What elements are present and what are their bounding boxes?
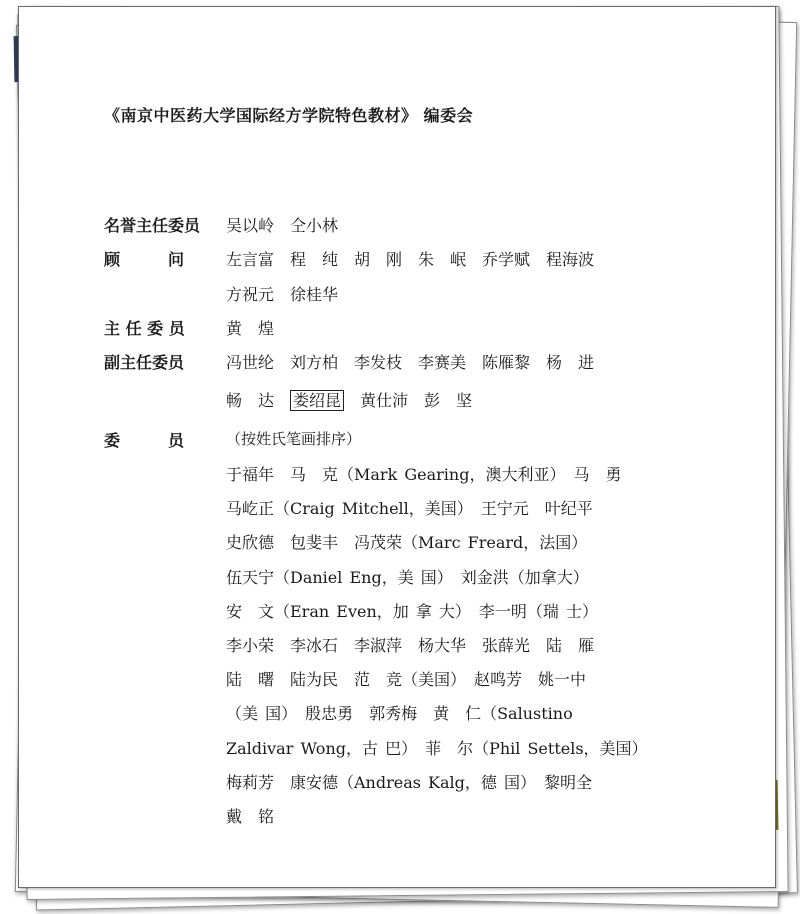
names-honorary: 吴以岭 仝小林 (226, 216, 339, 235)
names-member-9: Zaldivar Wong，古 巴） 菲 尔（Phil Settels，美国） (226, 739, 648, 758)
names-member-11: 戴 铭 (226, 807, 275, 826)
names-advisor-1: 左言富 程 纯 胡 刚 朱 岷 乔学赋 程海波 (226, 250, 595, 269)
names-deputy-1: 冯世纶 刘方柏 李发枝 李赛美 陈雁黎 杨 进 (226, 353, 595, 372)
names-deputy-2 (226, 388, 472, 411)
names-member-3: 史欣德 包斐丰 冯茂荣（Marc Freard，法国） (226, 533, 588, 552)
role-advisor: 顾 问 (104, 250, 185, 269)
role-member: 委 员 (104, 431, 185, 450)
names-director: 黄 煌 (226, 319, 275, 338)
names-member-10: 梅莉芳 康安德（Andreas Kalg，德 国） 黎明全 (226, 773, 592, 792)
names-member-6: 李小荣 李冰石 李淑萍 杨大华 张薛光 陆 雁 (226, 636, 595, 655)
names-member-5: 安 文（Eran Even，加 拿 大） 李一明（瑞 士） (226, 602, 599, 621)
role-deputy-director: 副主任委员 (104, 353, 185, 372)
names-advisor-2: 方祝元 徐桂华 (226, 285, 339, 304)
role-director: 主 任 委 员 (104, 319, 185, 338)
boxed-name: 娄绍昆 (290, 390, 344, 411)
names-member-4: 伍天宁（Daniel Eng，美 国） 刘金洪（加拿大） (226, 568, 589, 587)
names-member-2: 马屹正（Craig Mitchell，美国） 王宁元 叶纪平 (226, 499, 593, 518)
page-title: 《南京中医药大学国际经方学院特色教材》 编委会 (104, 106, 474, 125)
name-chang-da: 畅 达 (226, 391, 275, 410)
names-deputy-2b: 黄仕沛 彭 坚 (360, 391, 473, 410)
member-order-note: （按姓氏笔画排序） (226, 430, 362, 448)
names-member-8: （美 国） 殷忠勇 郭秀梅 黄 仁（Salustino (226, 704, 573, 723)
role-honorary-director: 名誉主任委员 (104, 216, 201, 235)
names-member-1: 于福年 马 克（Mark Gearing，澳大利亚） 马 勇 (226, 465, 622, 484)
names-member-7: 陆 曙 陆为民 范 竞（美国） 赵鸣芳 姚一中 (226, 670, 587, 689)
